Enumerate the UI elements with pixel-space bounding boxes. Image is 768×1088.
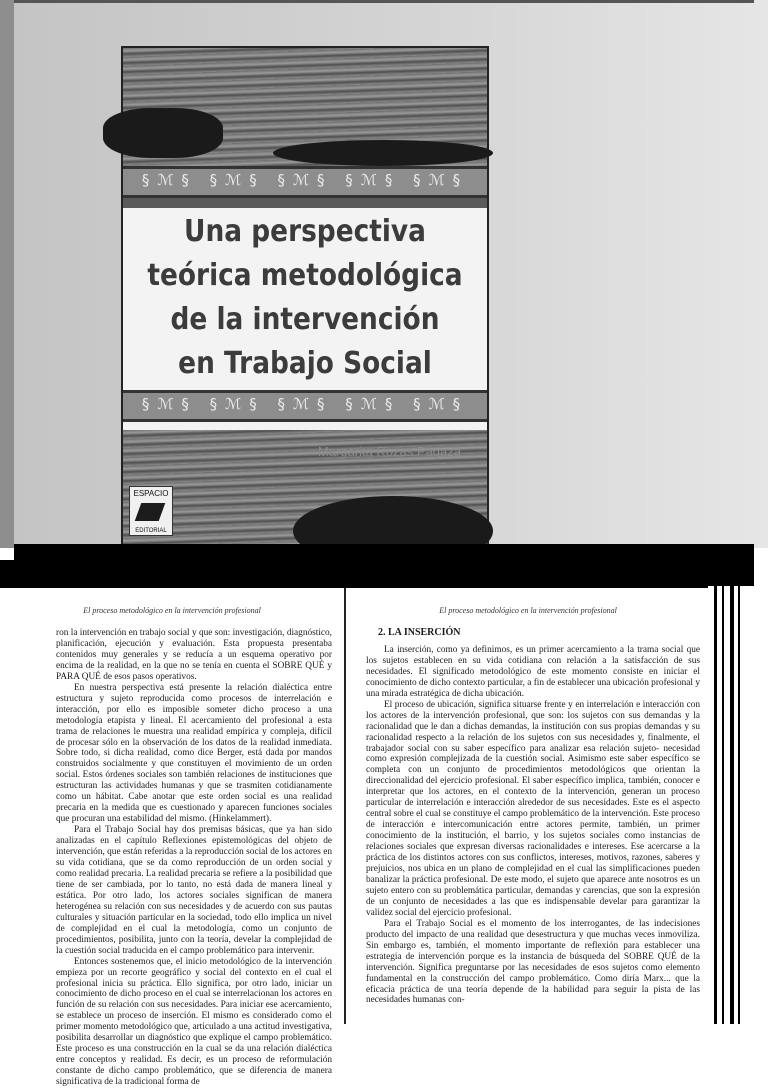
cover-dark-shape <box>273 140 493 166</box>
cover-title-line-3: de la intervención <box>170 302 440 337</box>
publisher-logo-icon <box>135 503 166 521</box>
cover-band-top <box>123 166 487 198</box>
right-running-head: El proceso metodológico en la intervención profesional <box>439 606 617 615</box>
scan-separator <box>14 544 754 588</box>
cover-title-line-2: teórica metodológica <box>147 258 463 293</box>
publisher-logo-bottom: EDITORIAL <box>135 528 167 534</box>
left-running-head: El proceso metodológico en la intervención profesional <box>83 606 261 615</box>
right-page <box>348 588 708 1024</box>
scan-right-edge <box>708 586 768 1024</box>
left-paragraph: ron la intervención en trabajo social y que son: investigación, diagnóstico, planificación, ejecución y evaluación. Esta propuesta presentaba contenidos muy generales y se reducía a un esquema operativo por encima de la realidad, en la que no se tenía en cuenta el SOBRE QUÉ y PARA QUÉ de esos pasos operativos. <box>56 628 332 682</box>
left-paragraph: En nuestra perspectiva está presente la relación dialéctica entre estructura y sujeto reproducida como procesos de interrelación e interacción, por ello es imposible someter dicho proceso a una metodología etapista y lineal. El acercamiento del profesional a esta trama de relaciones le muestra una realidad empírica y compleja, difícil de procesar sólo en la observación de los datos de la realidad inmediata. Sobre todo, si dicha realidad, como dice Berger, está dada por mandos construidos socialmente y que constituyen el movimiento de un orden social. Estos órdenes sociales son también relaciones de instituciones que estructuran las actividades humanas y que se trasmiten cotidianamente como un hábitat. Cabe anotar que este orden social es una realidad precaria en la medida que es cuestionado y aparecen funciones sociales que procuran una estabilidad del mismo. (Hinkelammert). <box>56 682 332 825</box>
scan-separator-left <box>0 560 18 590</box>
cover-title-line-4: en Trabajo Social <box>178 346 432 381</box>
cover-title-line-1: Una perspectiva <box>184 214 426 249</box>
left-paragraph: Para el Trabajo Social hay dos premisas básicas, que ya han sido analizadas en el capítulo Reflexiones epistemológicas del objeto de intervención, que están referidas a la reproducción social de los actores en su vida cotidiana, que se da como reproducción de un orden social y como realidad precaria. La realidad precaria se refiere a la posibilidad que tiene de ser cambiada, por lo tanto, no está dada de manera lineal y estática. Por otro lado, los actores sociales significan de manera heterogénea su relación con sus necesidades y de acuerdo con sus pautas culturales y situación particular en la sociedad, todo ello implica un nivel de complejidad en el cual la metodología, como un conjunto de procedimientos, posibilita, junto con la teoría, develar la complejidad de la cuestión social traducida en el campo problemático para intervenir. <box>56 825 332 956</box>
left-text-column <box>56 628 332 1088</box>
band-pattern-icon: §ℳ§ §ℳ§ §ℳ§ §ℳ§ §ℳ§ <box>141 171 469 189</box>
cover-band-bottom <box>123 390 487 422</box>
scan-top-edge <box>14 0 754 3</box>
page-edge-line <box>714 586 717 1024</box>
page-edge-line <box>738 586 740 1024</box>
page-edge-line <box>722 586 724 1024</box>
left-page <box>0 588 346 1088</box>
cover-dark-shape <box>103 108 223 158</box>
cover-author: Margarita Rozas Pagaza <box>317 444 461 459</box>
band-pattern-icon: §ℳ§ §ℳ§ §ℳ§ §ℳ§ §ℳ§ <box>141 395 469 413</box>
publisher-logo-top: ESPACIO <box>133 489 169 498</box>
scan-left-edge <box>0 0 14 548</box>
section-heading: 2. LA INSERCIÓN <box>378 627 461 638</box>
left-paragraph: Entonces sostenemos que, el inicio metodológico de la intervención empieza por un recorte geográfico y social del contexto en el cual el profesional inicia su práctica. Ello significa, por otro lado, iniciar un conocimiento de dicho proceso en el cual se interrelacionan los actores en función de su relación con sus necesidades. Para iniciar ese acercamiento, se establece un proceso de inserción. El mismo es considerado como el primer momento metodológico que, articulado a una actitud investigativa, posibilita desarrollar un diagnóstico que explique el campo problemático. Este proceso es una construcción en la cual se da una relación dialéctica entre conceptos y realidad. Es decir, es un proceso de reformulación constante de dicho campo problemático, que se diferencia de manera significativa de la tradicional forma de <box>56 956 332 1088</box>
right-paragraph: La inserción, como ya definimos, es un primer acercamiento a la trama social que los sujetos establecen en su vida cotidiana con relación a la satisfacción de sus necesidades. El significado metodológico de este momento consiste en iniciar el conocimiento de dicho contexto particular, a fin de establecer una ubicación profesional y una mirada estratégica de dicha ubicación. <box>366 644 700 699</box>
right-paragraph: Para el Trabajo Social es el momento de los interrogantes, de las indecisiones producto del impacto de una realidad que desestructura y que muchas veces inmoviliza. Sin embargo es, también, el momento importante de reflexión para establecer una estrategia de intervención porque es la instancia de búsqueda del SOBRE QUÉ de la intervención. Significa preguntarse por las necesidades de esos sujetos como elemento fundamental en la construcción del campo problemático. Como diría Marx... que la eficacia práctica de una teoría depende de la habilidad para seguir la pista de las necesidades humanas con- <box>366 918 700 1006</box>
publisher-logo <box>129 486 173 536</box>
right-paragraph: El proceso de ubicación, significa situarse frente y en interrelación e interacción con los actores de la intervención profesional, que son: los sujetos con sus demandas y la racionalidad que le dan a dichas demandas, la institución con sus propias demandas y su racionalidad respecto a la relación de los sujetos con sus necesidades y, finalmente, el trabajador social con su saber específico para analizar esa relación sujeto- necesidad como expresión complejizada de la cuestión social. Asimismo este saber específico se completa con un conjunto de procedimientos metodológicos que orientan la direccionalidad del ejercicio profesional. El saber específico implica, también, conocer e interpretar que los actores, en el contexto de la intervención, generan un proceso particular de interrelación e interacción alrededor de sus necesidades. Este es el aspecto central sobre el cual se constituye el campo problemático de la intervención. Este proceso de interacción e intercomunicación entre actores permite, también, un primer conocimiento de la institución, el barrio, y los sujetos sociales como instancias de relaciones sociales que expresan diversas racionalidades e intereses. Ese acercarse a la práctica de los distintos actores con sus conflictos, intereses, motivos, razones, saberes y prejuicios, nos ubica en un plano de complejidad en el cual las simplificaciones pueden banalizar la práctica profesional. De este modo, el sujeto que aparece ante nosotros es un sujeto entero con su problemática particular, demandas y carencias, que son la expresión de un conjunto de necesidades a las que es indispensable develar para garantizar la validez social del ejercicio profesional. <box>366 699 700 918</box>
page-edge-line <box>730 586 734 1024</box>
right-text-column <box>366 628 700 1006</box>
book-cover <box>121 46 489 546</box>
